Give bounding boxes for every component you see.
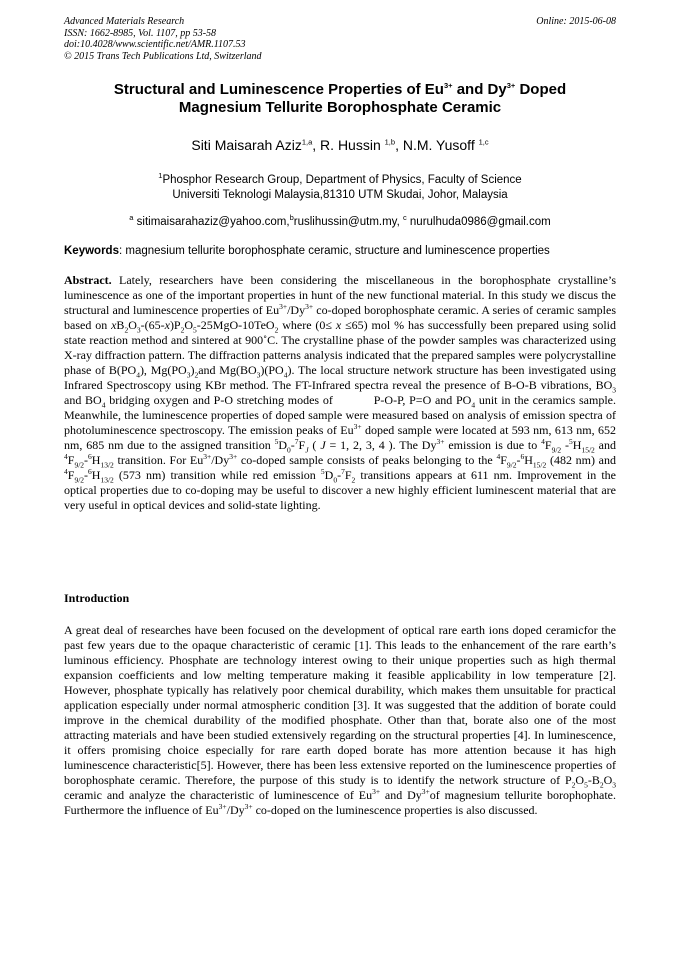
keywords [64, 244, 616, 258]
author-emails: $^a$ sitimaisarahaziz@yahoo.com,$^b$ruslihussin@utm.my, $^c$ nurulhuda0986@gmail.com [129, 213, 551, 228]
email-b[interactable]: ruslihussin@utm.my, [293, 216, 403, 228]
abstract-label: Abstract. [64, 273, 112, 287]
email-c[interactable]: nurulhuda0986@gmail.com [406, 216, 551, 228]
journal-header [64, 16, 616, 62]
introduction-paragraph: A great deal of researches have been focused on the development of optical rare earth ions doped ceramicfor the past few years due to the opaque characteristic of ceramic [1]. This leads to the enhancement of the rare earth’s luminous efficiency. Phosphate are technology interest owing to their unique properties such as high thermal expansion coefficients and low melting temperature making it feasible applicability in low temperature [2]. However, phosphate typically has relatively poor chemical durability, which makes them unsuitable for practical application especially under normal atmospheric condition [3]. It was suggested that the addition of borate could improve in the chemical durability of the modified phosphate. Other than that, borate also one of the most attracting materials and have been studied extensively regarding on the structural properties [4]. In luminescence, it offers promising choice especially for rare earth doped borate has more attention because it has high luminescence characteristic[5]. However, there has been less extensive reported on the luminescence properties of borophosphate ceramic. Therefore, the purpose of this study is to identify the network structure of $P_2O_5-B_2O_3$ ceramic and analyze the characteristic of luminescence of $Eu^{3+}$ and $Dy^{3+}of$ magnesium tellurite borophophate. Furthermore the influence of $Eu^{3+}/Dy^{3+}$ co-doped on the luminescence properties is also discussed. [64, 623, 616, 817]
online-date: Online: 2015-06-08 [536, 16, 616, 27]
section-heading-introduction: Introduction [64, 591, 130, 605]
keywords-label: Keywords [64, 245, 119, 257]
paper-title: Structural and Luminescence Properties of $Eu^{3+}$ and $Dy^{3+}$ Doped Magnesium Tellurite Borophosphate Ceramic [113, 81, 567, 116]
keywords-text: : magnesium tellurite borophosphate ceramic, structure and luminescence properties [118, 245, 550, 257]
abstract: Abstract. Lately, researchers have been considering the miscellaneous in the borophosphate crystalline’s luminescence as one of the important properties in hunt of the new functional material. In this study we discus the structural and luminescence properties of $Eu^{3+}/Dy^{3+}$ co-doped borophosphate ceramic. A series of ceramic samples based on $xB_2O_3-(65-x)P_2O_5-25MgO-10TeO_2$ where (0≤ x ≤65) mol % has successfully been prepared using solid state reaction method and sintered at 900˚C. The crystalline phase of the powder samples was characterized using X-ray diffraction pattern. The diffraction patterns analysis indicated that the prepared samples were polycrystalline phase of $B(PO_4)$, $Mg(PO_3)_2and$ $Mg(BO_3)(PO_4)$. The local structure network structure has been investigated using Infrared Spectroscopy using KBr method. The FT-Infrared spectra reveal the presence of B-O-B vibrations, $BO_3$ and $BO_4$ bridging oxygen and P-O stretching modes of P-O-P, P=O and $PO_4$ unit in the ceramics sample. Meanwhile, the luminescence properties of doped sample were measured based on analysis of emission spectra of photoluminescence spectroscopy. The emission peaks of $Eu^{3+}$ doped sample were located at 593 nm, 613 nm, 652 nm, 685 nm due to the assigned transition $^5D_0-^7F_J$ ( J = 1, 2, 3, 4 ). The $Dy^{3+}$ emission is due to $^4F_{9/2}$ $-^5H_{15/2}$ and $^4F_{9/2}-^6H_{13/2}$ transition. For $Eu^{3+}/Dy^{3+}$ co-doped sample consists of peaks belonging to the $^4F_{9/2}-^6H_{15/2}$ (482 nm) and $^4F_{9/2}-^6H_{13/2}$ (573 nm) transition while red emission $^5D_0-^7F_2$ transitions appears at 611 nm. Improvement in the optical properties due to co-doping may be useful to discover a new highly efficient luminescent material that are very useful in optical devices and solid-state lighting. [64, 273, 617, 512]
doi-line: doi:10.4028/www.scientific.net/AMR.1107.53 [64, 39, 246, 50]
journal-name: Advanced Materials Research [64, 16, 185, 27]
author-list: Siti Maisarah Aziz$^{1,a}$, R. Hussin $^{1,b}$, N.M. Yusoff $^{1,c}$ [191, 137, 489, 153]
affiliation: $^1$Phosphor Research Group, Department of Physics, Faculty of Science Universiti Teknologi Malaysia,81310 UTM Skudai, Johor, Malaysia [158, 171, 522, 201]
email-a[interactable]: sitimaisarahaziz@yahoo.com, [133, 216, 290, 228]
copyright-line: © 2015 Trans Tech Publications Ltd, Switzerland [64, 50, 262, 62]
issn-line: ISSN: 1662-8985, Vol. 1107, pp 53-58 [64, 27, 217, 39]
